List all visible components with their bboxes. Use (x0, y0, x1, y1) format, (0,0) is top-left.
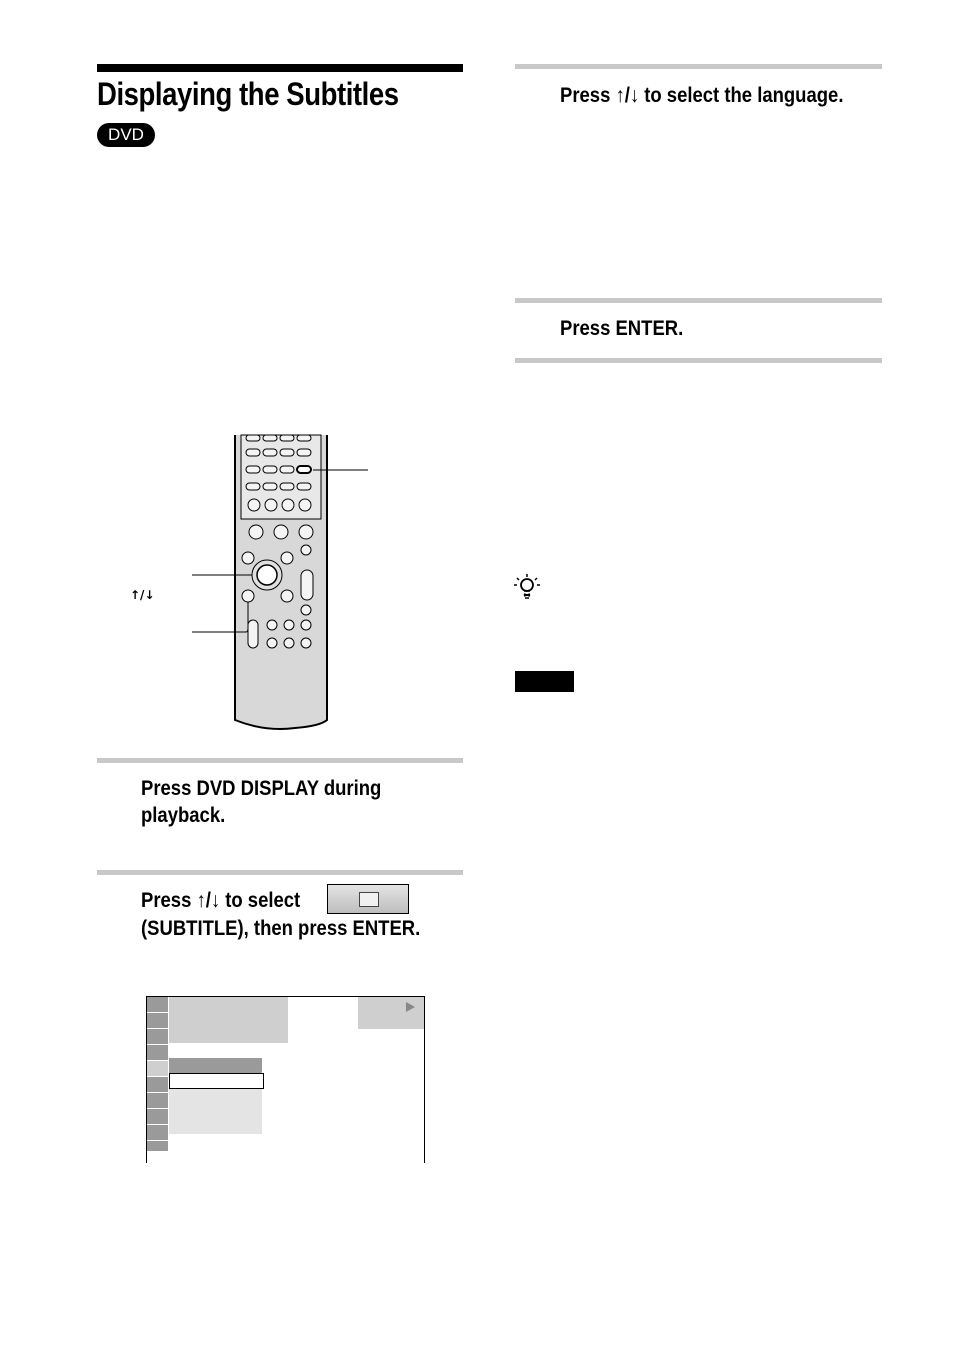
step4-text: Press ENTER. (560, 317, 684, 340)
control-bar-display (146, 996, 425, 1163)
step3-rule (515, 64, 882, 69)
step3-text: Press ↑/↓ to select the language. (560, 84, 844, 107)
play-triangle-icon (406, 1002, 415, 1012)
end-rule (515, 358, 882, 363)
page-title: Displaying the Subtitles (97, 76, 399, 112)
step2-line2: (SUBTITLE), then press ENTER. (141, 917, 421, 940)
step1-line2: playback. (141, 804, 226, 827)
lightbulb-icon (514, 574, 540, 602)
step2-line1: Press ↑/↓ to select (141, 889, 301, 912)
step1-line1: Press DVD DISPLAY during (141, 777, 382, 800)
step1-rule (97, 758, 463, 763)
dvd-badge: DVD (97, 123, 155, 147)
subtitle-icon (327, 884, 409, 914)
title-rule (97, 64, 463, 72)
step4-rule (515, 298, 882, 303)
arrow-keys-label: ↑/↓ (130, 588, 155, 602)
step2-rule (97, 870, 463, 875)
notes-header-box (515, 671, 574, 692)
remote-control-illustration (120, 430, 380, 735)
